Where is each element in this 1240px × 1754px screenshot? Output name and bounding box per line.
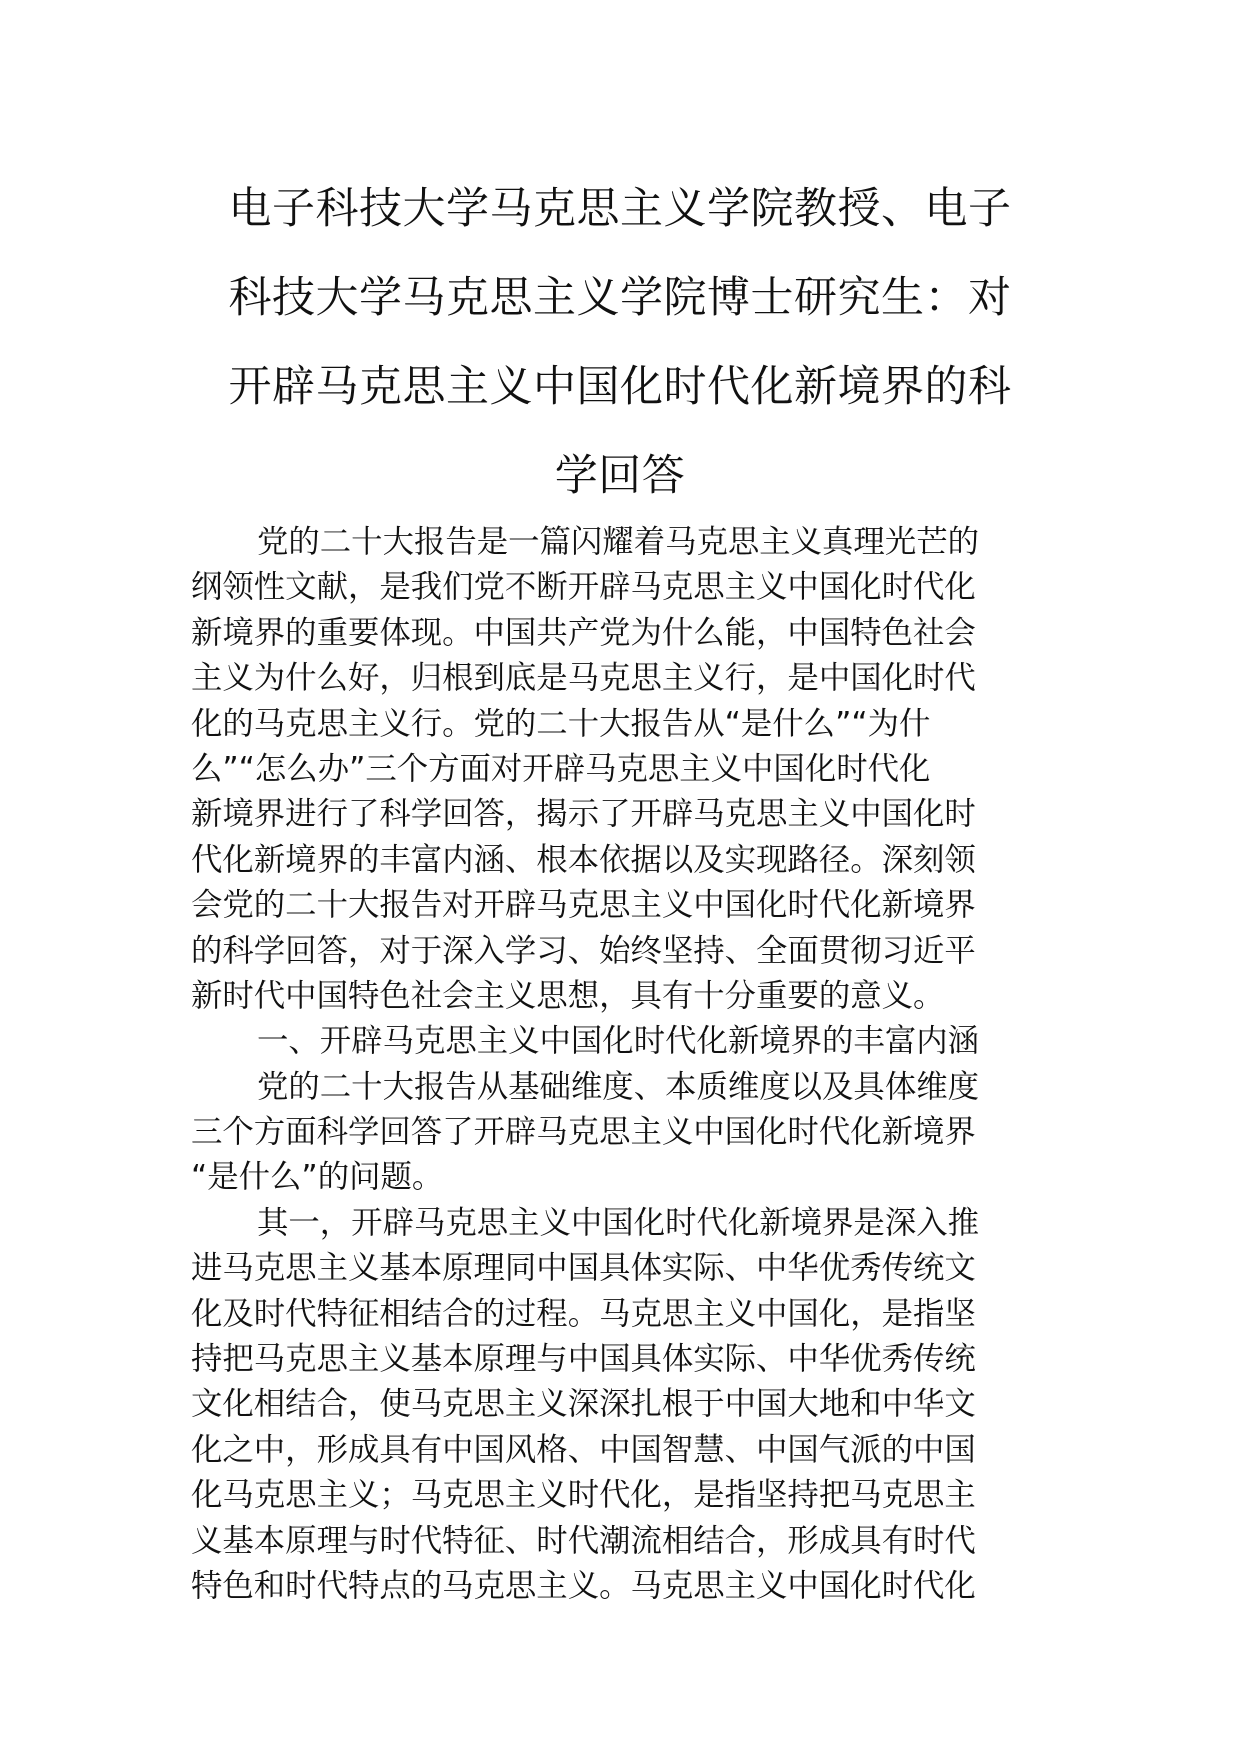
body-line: 化及时代特征相结合的过程。马克思主义中国化，是指坚 — [191, 1295, 976, 1332]
body-line: 新境界进行了科学回答，揭示了开辟马克思主义中国化时 — [191, 796, 976, 833]
body-line: 义基本原理与时代特征、时代潮流相结合，形成具有时代 — [191, 1522, 976, 1559]
body-line: 持把马克思主义基本原理与中国具体实际、中华优秀传统 — [191, 1341, 976, 1378]
body-line: 纲领性文献，是我们党不断开辟马克思主义中国化时代化 — [191, 569, 976, 606]
body-line: 党的二十大报告从基础维度、本质维度以及具体维度 — [257, 1068, 979, 1105]
body-line: 代化新境界的丰富内涵、根本依据以及实现路径。深刻领 — [191, 841, 976, 878]
body-line: “是什么”的问题。 — [191, 1159, 444, 1196]
section-heading: 一、开辟马克思主义中国化时代化新境界的丰富内涵 — [257, 1023, 979, 1060]
body-line: 新时代中国特色社会主义思想，具有十分重要的意义。 — [191, 977, 945, 1014]
document-body — [191, 520, 1061, 1609]
body-line: 其一，开辟马克思主义中国化时代化新境界是深入推 — [257, 1204, 979, 1241]
body-line: 党的二十大报告是一篇闪耀着马克思主义真理光芒的 — [257, 524, 979, 560]
body-line: 文化相结合，使马克思主义深深扎根于中国大地和中华文 — [191, 1386, 976, 1423]
body-line: 化的马克思主义行。党的二十大报告从“是什么”“为什 — [191, 705, 931, 742]
body-line: 主义为什么好，归根到底是马克思主义行，是中国化时代 — [191, 660, 976, 697]
title-line: 学回答 — [554, 451, 686, 501]
body-line: 化之中，形成具有中国风格、中国智慧、中国气派的中国 — [191, 1431, 976, 1468]
body-line: 特色和时代特点的马克思主义。马克思主义中国化时代化 — [191, 1567, 976, 1604]
body-line: 化马克思主义；马克思主义时代化，是指坚持把马克思主 — [191, 1477, 976, 1514]
title-line: 科技大学马克思主义学院博士研究生：对 — [228, 273, 1012, 323]
body-line: 么”“怎么办”三个方面对开辟马克思主义中国化时代化 — [191, 750, 931, 787]
title-line: 电子科技大学马克思主义学院教授、电子 — [228, 184, 1012, 234]
body-line: 三个方面科学回答了开辟马克思主义中国化时代化新境界 — [191, 1114, 976, 1151]
body-line: 的科学回答，对于深入学习、始终坚持、全面贯彻习近平 — [191, 932, 976, 969]
body-line: 进马克思主义基本原理同中国具体实际、中华优秀传统文 — [191, 1250, 976, 1287]
document-title — [196, 165, 1044, 521]
body-line: 新境界的重要体现。中国共产党为什么能，中国特色社会 — [191, 614, 976, 651]
body-line: 会党的二十大报告对开辟马克思主义中国化时代化新境界 — [191, 887, 976, 924]
title-line: 开辟马克思主义中国化时代化新境界的科 — [228, 362, 1012, 412]
